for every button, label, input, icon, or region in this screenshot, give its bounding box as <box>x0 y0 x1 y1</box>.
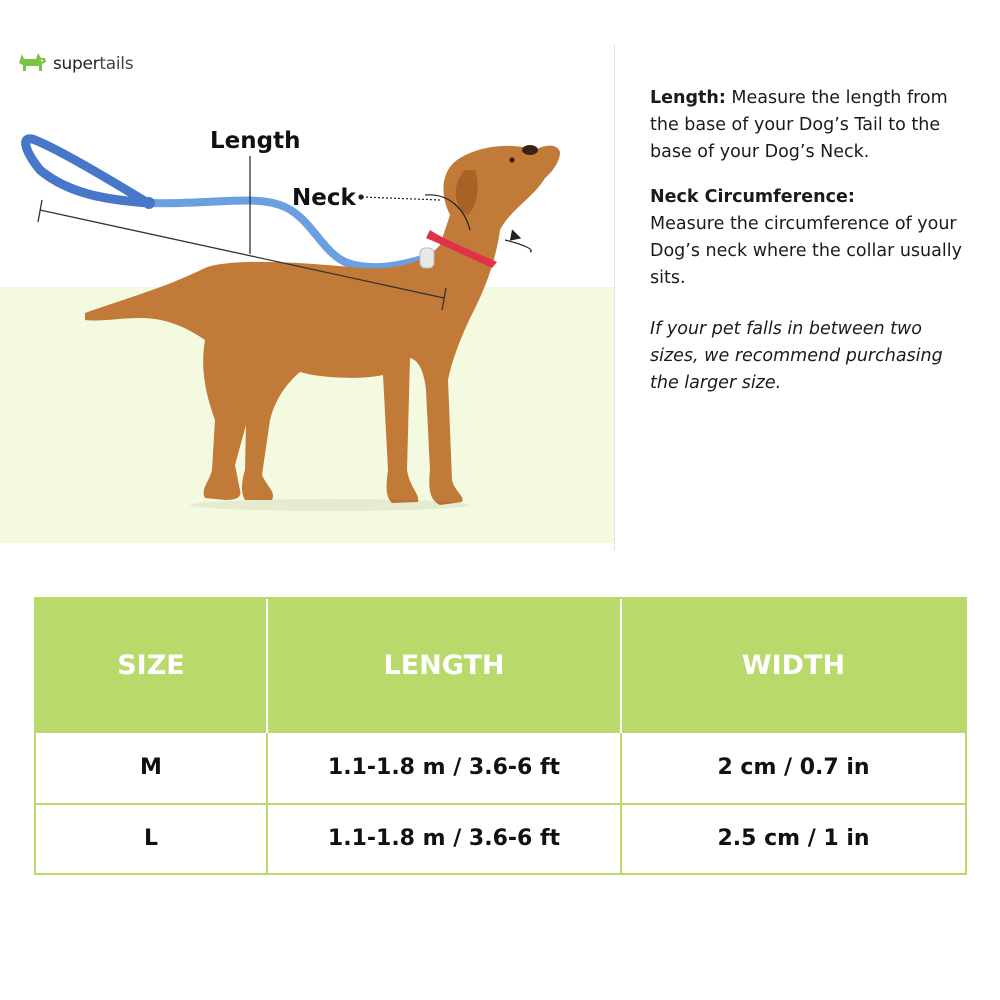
header-width: WIDTH <box>621 599 965 732</box>
measurement-guide <box>650 85 970 397</box>
header-length: LENGTH <box>267 599 621 732</box>
neck-instruction-title: Neck Circumference: <box>650 187 855 207</box>
cell-width: 2 cm / 0.7 in <box>621 732 965 804</box>
table-row <box>36 804 965 873</box>
cell-size: M <box>36 732 267 804</box>
length-instruction-title: Length: <box>650 88 726 108</box>
table-header-row <box>36 599 965 732</box>
dog-measurement-illustration <box>0 0 620 560</box>
leash-image <box>26 139 425 268</box>
cell-size: L <box>36 804 267 873</box>
cell-length: 1.1-1.8 m / 3.6-6 ft <box>267 732 621 804</box>
length-instruction <box>650 85 970 166</box>
cell-length: 1.1-1.8 m / 3.6-6 ft <box>267 804 621 873</box>
section-divider <box>614 45 615 550</box>
cell-width: 2.5 cm / 1 in <box>621 804 965 873</box>
header-size: SIZE <box>36 599 267 732</box>
neck-label: Neck <box>292 185 356 211</box>
length-label: Length <box>210 128 301 154</box>
size-chart-table <box>34 597 967 875</box>
table-row <box>36 732 965 804</box>
brand-name-part2: tails <box>99 54 134 74</box>
neck-instruction-text: Measure the circumference of your Dog’s neck where the collar usually sits. <box>650 214 962 288</box>
length-instruction-text: Measure the length from the base of your Dog’s Tail to the base of your Dog’s Neck. <box>650 88 948 162</box>
brand-name-part1: super <box>53 54 100 74</box>
size-recommendation-note: If your pet falls in between two sizes, we recommend purchasing the larger size. <box>650 319 943 393</box>
